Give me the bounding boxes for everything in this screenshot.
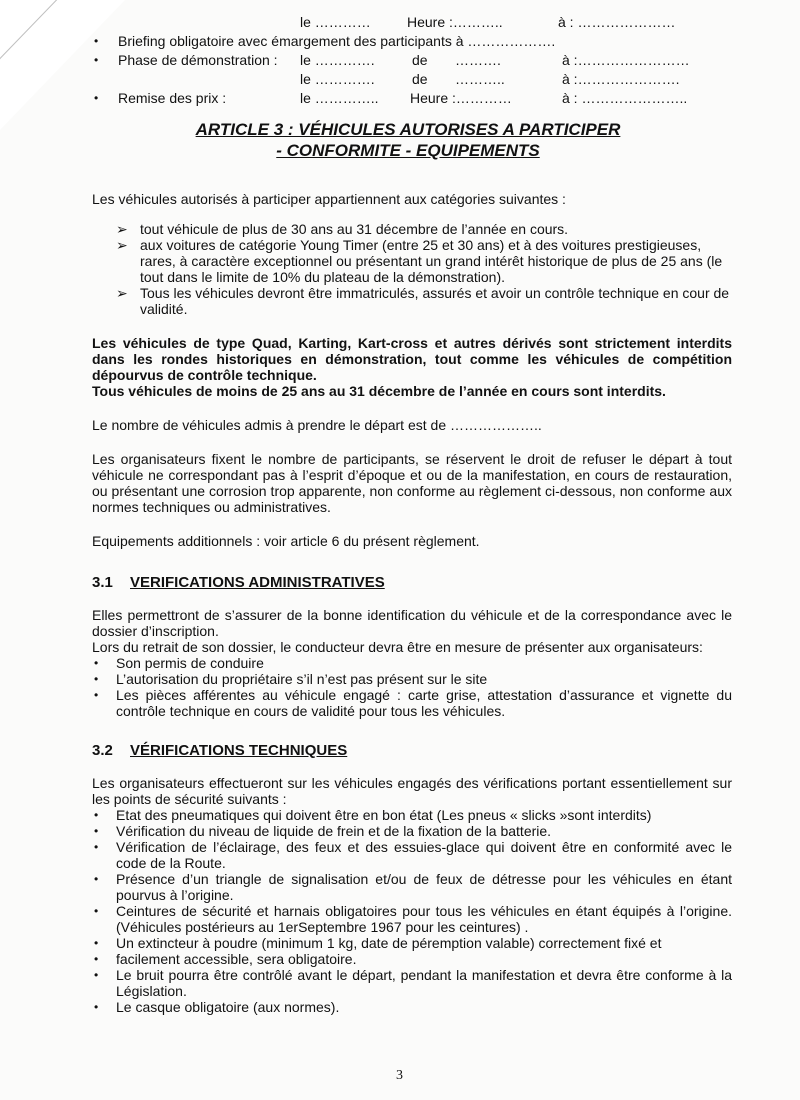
- time-field: Heure :…………: [410, 90, 512, 106]
- place-field: à : …………………..: [562, 90, 688, 106]
- list-item-text: Un extincteur à poudre (minimum 1 kg, date de péremption valable) correctement fixé et: [116, 935, 662, 951]
- list-item-text: Le casque obligatoire (aux normes).: [116, 999, 340, 1015]
- list-item-text: Son permis de conduire: [116, 655, 264, 671]
- list-item: [92, 967, 732, 999]
- section-3-1-paragraph-1: Elles permettront de s’assurer de la bonne identification du véhicule et de la correspondance avec le dossier d’inscription.: [92, 607, 732, 639]
- list-item-text: tout véhicule de plus de 30 ans au 31 décembre de l’année en cours.: [140, 221, 569, 237]
- bullet-icon: •: [94, 904, 99, 918]
- article-title: [84, 119, 732, 161]
- bullet-icon: •: [94, 34, 99, 48]
- list-item: [92, 807, 732, 823]
- list-item-text: L’autorisation du propriétaire s’il n’est pas présent sur le site: [116, 671, 488, 687]
- from-field: ………..: [455, 71, 505, 87]
- list-item: [92, 823, 732, 839]
- section-number: 3.1: [92, 574, 113, 591]
- list-item-text: Vérification de l’éclairage, des feux et des essuies-glace qui doivent être en conformité avec le code de la Route.: [116, 839, 732, 871]
- arrow-bullet-icon: ➢: [116, 237, 128, 253]
- list-item: [92, 687, 732, 719]
- list-item: [116, 285, 732, 317]
- list-item: [92, 671, 732, 687]
- section-3-2-intro: Les organisateurs effectueront sur les véhicules engagés des vérifications portant essentiellement sur les points de sécurité suivants :: [92, 775, 732, 807]
- schedule-row-1: [92, 14, 732, 33]
- organisers-paragraph: Les organisateurs fixent le nombre de participants, se réservent le droit de refuser le départ à tout véhicule ne correspondant pas à l’esprit d’époque et ou de la manifestation, en cours de restauration, ou présentant une corrosion trop apparente, non conforme au règlement ci-dessous, non conforme aux normes techniques ou administratives.: [92, 451, 732, 515]
- article-intro: Les véhicules autorisés à participer appartiennent aux catégories suivantes :: [92, 191, 566, 207]
- equipment-reference: Equipements additionnels : voir article 6 du présent règlement.: [92, 533, 480, 549]
- bullet-icon: •: [94, 872, 99, 886]
- date-field: le …………..: [300, 90, 379, 106]
- list-item-text: aux voitures de catégorie Young Timer (entre 25 et 30 ans) et à des voitures prestigieuses, rares, à caractère exceptionnel ou présentant un grand intérêt historique de plus de 25 ans (le tout dans le limite de 10% du plateau de la démonstration).: [140, 237, 723, 285]
- section-3-1-paragraph-2: Lors du retrait de son dossier, le conducteur devra être en mesure de présenter aux organisateurs:: [92, 639, 703, 655]
- list-item-text: Le bruit pourra être contrôlé avant le départ, pendant la manifestation et devra être conforme à la Législation.: [116, 967, 732, 999]
- from-field: ……….: [455, 52, 501, 68]
- date-field: le ………….: [300, 52, 375, 68]
- list-item: [92, 839, 732, 871]
- section-title-text: VÉRIFICATIONS TECHNIQUES: [130, 742, 348, 759]
- schedule-demo-2: [92, 71, 732, 90]
- from-label: de: [412, 52, 428, 68]
- vehicle-category-list: [116, 221, 732, 317]
- briefing-text: Briefing obligatoire avec émargement des participants à ……………….: [118, 33, 556, 49]
- article-title-line-2: - CONFORMITE - EQUIPEMENTS: [276, 141, 540, 160]
- arrow-bullet-icon: ➢: [116, 221, 128, 237]
- demo-label: Phase de démonstration :: [118, 52, 278, 68]
- list-item: [92, 903, 732, 935]
- section-title-text: VERIFICATIONS ADMINISTRATIVES: [130, 574, 385, 591]
- time-field: Heure :………..: [407, 14, 503, 30]
- place-field: à : …………………: [558, 14, 676, 30]
- list-item: [92, 655, 732, 671]
- section-number: 3.2: [92, 742, 113, 759]
- document-content: [92, 14, 732, 1015]
- vehicle-count-text: Le nombre de véhicules admis à prendre le départ est de ………………..: [92, 417, 542, 433]
- article-title-line-1: ARTICLE 3 : VÉHICULES AUTORISES A PARTICIPER: [195, 120, 621, 139]
- list-item: [92, 871, 732, 903]
- bullet-icon: •: [94, 936, 99, 950]
- schedule-prix: [92, 90, 732, 109]
- documents-list: [92, 655, 732, 719]
- list-item: [92, 935, 732, 951]
- bullet-icon: •: [94, 824, 99, 838]
- bullet-icon: •: [94, 968, 99, 982]
- section-3-2-title: [92, 743, 732, 759]
- bullet-icon: •: [94, 656, 99, 670]
- page-number: 3: [396, 1068, 403, 1083]
- section-3-1-title: [92, 575, 732, 591]
- bullet-icon: •: [94, 91, 99, 105]
- list-item-text: Tous les véhicules devront être immatriculés, assurés et avoir un contrôle technique en cour de validité.: [140, 285, 730, 317]
- bullet-icon: •: [94, 840, 99, 854]
- list-item: [92, 999, 732, 1015]
- age-restriction-notice: Tous véhicules de moins de 25 ans au 31 décembre de l’année en cours sont interdits.: [92, 383, 666, 399]
- place-field: à :……………………: [562, 52, 690, 68]
- list-item-text: Présence d’un triangle de signalisation et/ou de feux de détresse pour les véhicules en étant pourvus à l’origine.: [116, 871, 732, 903]
- list-item-text: Etat des pneumatiques qui doivent être en bon état (Les pneus « slicks »sont interdits): [116, 807, 652, 823]
- bullet-icon: •: [94, 672, 99, 686]
- list-item-text: Ceintures de sécurité et harnais obligatoires pour tous les véhicules en étant équipés à l’origine. (Véhicules postérieurs au 1erSeptembre 1967 pour les ceintures) .: [116, 903, 732, 935]
- bullet-icon: •: [94, 952, 99, 966]
- bullet-icon: •: [94, 688, 99, 702]
- prix-label: Remise des prix :: [118, 90, 227, 106]
- bullet-icon: •: [94, 53, 99, 67]
- technical-checks-list: [92, 807, 732, 1015]
- schedule-demo-1: [92, 52, 732, 71]
- list-item: [116, 221, 732, 237]
- date-field: le ………….: [300, 71, 375, 87]
- prohibited-vehicles-notice: Les véhicules de type Quad, Karting, Kart-cross et autres dérivés sont strictement interdits dans les rondes historiques en démonstration, tout comme les véhicules de compétition dépourvus de contrôle technique.: [92, 335, 732, 383]
- arrow-bullet-icon: ➢: [116, 285, 128, 301]
- bullet-icon: •: [94, 1000, 99, 1014]
- schedule-briefing: [92, 33, 732, 52]
- list-item-text: Vérification du niveau de liquide de frein et de la fixation de la batterie.: [116, 823, 552, 839]
- list-item-text: Les pièces afférentes au véhicule engagé : carte grise, attestation d’assurance et vignette du contrôle technique en cours de validité pour tous les véhicules.: [116, 687, 732, 719]
- list-item: [92, 951, 732, 967]
- date-field: le …………: [300, 14, 371, 30]
- from-label: de: [412, 71, 428, 87]
- list-item-text: facilement accessible, sera obligatoire.: [116, 951, 357, 967]
- list-item: [116, 237, 732, 285]
- bullet-icon: •: [94, 808, 99, 822]
- place-field: à :………………….: [562, 71, 680, 87]
